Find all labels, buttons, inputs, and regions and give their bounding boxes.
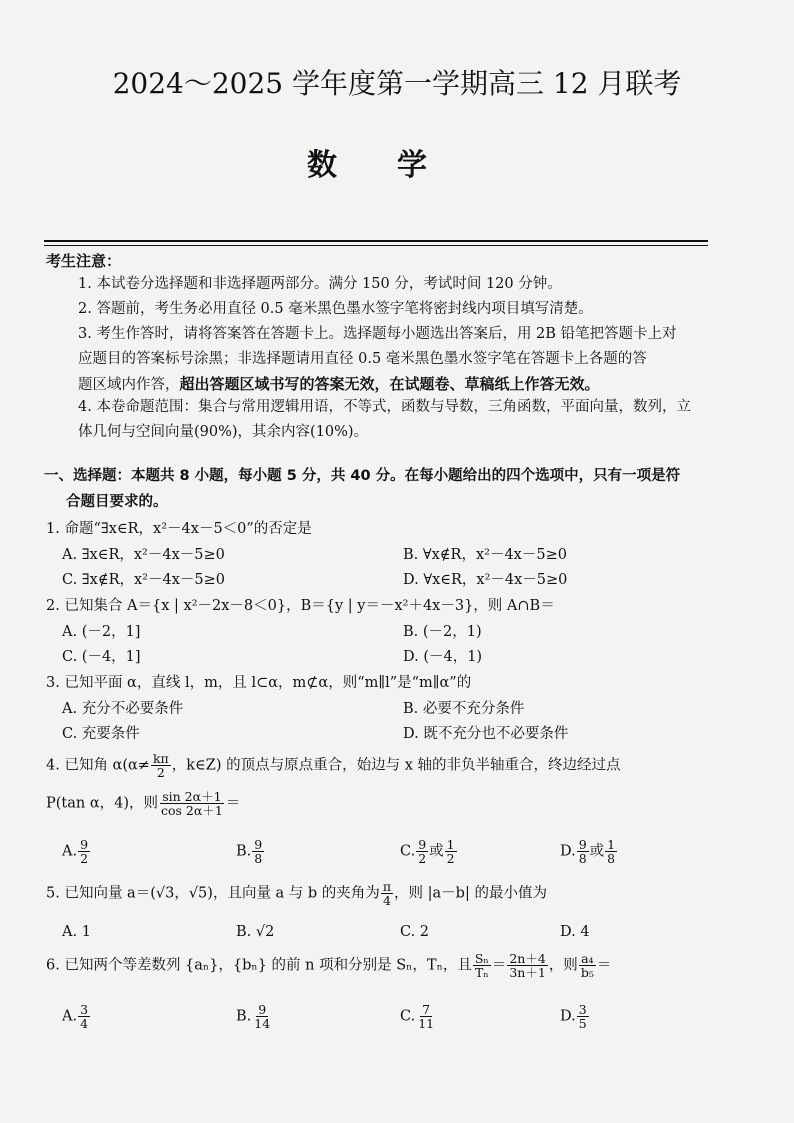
question-6-option-a-denominator: 4	[80, 1016, 89, 1031]
question-4-stem-d: ＝	[225, 795, 241, 812]
exam-title: 2024～2025 学年度第一学期高三 12 月联考	[112, 67, 682, 100]
question-4-option-b[interactable]	[236, 838, 265, 865]
question-4-stem-line-2	[46, 790, 240, 817]
question-4-option-b-denominator: 8	[254, 851, 263, 866]
question-6-option-a-numerator: 3	[80, 1002, 89, 1017]
question-4-expression-fraction	[159, 790, 225, 817]
question-4-option-d-numerator-2: 1	[607, 837, 616, 852]
question-3-stem: 3. 已知平面 α，直线 l，m，且 l⊂α，m⊄α，则“m∥l”是“m∥α”的	[46, 675, 472, 691]
question-3-option-b[interactable]: B. 必要不充分条件	[403, 701, 525, 717]
question-5-stem	[46, 880, 547, 907]
section-heading-line-2: 合题目要求的。	[66, 494, 168, 510]
question-4-stem-line-1	[46, 752, 621, 779]
question-4-option-d-label: D.	[560, 843, 576, 860]
question-6-value-fraction	[507, 952, 547, 979]
question-6-option-b[interactable]	[236, 1003, 273, 1030]
question-6-ratio-denominator: Tₙ	[474, 965, 489, 980]
question-5-stem-b: ，则 |a－b| 的最小值为	[394, 885, 547, 902]
question-4-option-d-or: 或	[589, 843, 605, 860]
question-6-option-d-label: D.	[560, 1008, 576, 1025]
question-5-angle-fraction	[381, 880, 393, 907]
question-3-option-d[interactable]: D. 既不充分也不必要条件	[403, 726, 569, 742]
section-heading	[44, 463, 724, 515]
question-4-option-d-denominator-2: 8	[607, 851, 616, 866]
question-5-option-c[interactable]: C. 2	[400, 924, 430, 940]
notice-item-3-line-2: 应题目的答案标号涂黑；非选择题请用直径 0.5 毫米黑色墨水签字笔在答题卡上各题的答	[78, 351, 647, 367]
question-6-option-d-denominator: 5	[578, 1016, 587, 1031]
question-6-ratio-numerator: Sₙ	[474, 951, 489, 966]
question-4-option-a-fraction	[78, 838, 90, 865]
question-3-option-c[interactable]: C. 充要条件	[62, 726, 140, 742]
question-4-option-c-or: 或	[429, 843, 444, 860]
question-6-target-denominator: b₅	[580, 965, 594, 980]
question-6-option-a-fraction	[78, 1003, 90, 1030]
question-4-option-a-numerator: 9	[80, 837, 89, 852]
question-4-option-c-denominator-1: 2	[418, 851, 427, 866]
question-6-stem-b: ，则	[548, 957, 578, 974]
question-4-option-d-numerator-1: 9	[578, 837, 587, 852]
question-4-option-c-fraction-2	[445, 838, 457, 865]
question-5-option-d[interactable]: D. 4	[560, 924, 590, 940]
question-1-stem: 1. 命题“∃x∈R，x²－4x－5＜0”的否定是	[46, 521, 312, 537]
question-6-stem-c: ＝	[596, 957, 612, 974]
question-6-option-b-label: B.	[236, 1008, 252, 1025]
question-6-option-c-fraction	[416, 1003, 436, 1030]
question-4-option-b-numerator: 9	[254, 837, 263, 852]
question-5-option-a[interactable]: A. 1	[62, 924, 91, 940]
question-6-target-numerator: a₄	[581, 951, 594, 966]
question-6-option-b-fraction	[252, 1003, 272, 1030]
question-4-stem-b: ，k∈Z) 的顶点与原点重合，始边与 x 轴的非负半轴重合，终边经过点	[171, 757, 621, 774]
question-4-option-a[interactable]	[62, 838, 91, 865]
notice-item-3-emphasis: 超出答题区域书写的答案无效，在试题卷、草稿纸上作答无效。	[179, 375, 600, 393]
question-4-option-b-fraction	[252, 838, 264, 865]
question-6-option-d[interactable]	[560, 1003, 590, 1030]
section-heading-line-1: 一、选择题：本题共 8 小题，每小题 5 分，共 40 分。在每小题给出的四个选项中，只有一项是符	[44, 468, 681, 484]
question-4-condition-fraction	[151, 752, 171, 779]
question-4-stem-a: 4. 已知角 α(α≠	[46, 757, 150, 774]
question-4-option-a-label: A.	[62, 843, 78, 860]
question-6-stem-a: 6. 已知两个等差数列 {aₙ}，{bₙ} 的前 n 项和分别是 Sₙ，Tₙ，且	[46, 957, 472, 974]
question-5-stem-a: 5. 已知向量 a＝(√3，√5)，且向量 a 与 b 的夹角为	[46, 885, 380, 902]
question-2-option-d[interactable]: D. (－4，1)	[403, 649, 483, 665]
question-6-target-fraction	[579, 952, 596, 979]
question-2-stem: 2. 已知集合 A＝{x | x²－2x－8＜0}，B＝{y | y＝－x²＋4x－3}，则 A∩B＝	[46, 598, 555, 614]
question-6-ratio-fraction	[473, 952, 491, 979]
notice-item-2: 2. 答题前，考生务必用直径 0.5 毫米黑色墨水签字笔将密封线内项目填写清楚。	[78, 301, 593, 317]
divider-thin	[44, 245, 708, 246]
notice-item-4-line-2: 体几何与空间向量(90%)，其余内容(10%)。	[78, 424, 369, 440]
question-3-option-a[interactable]: A. 充分不必要条件	[62, 701, 184, 717]
question-6-option-c[interactable]	[400, 1003, 437, 1030]
question-2-option-c[interactable]: C. (－4，1]	[62, 649, 141, 665]
question-6-option-c-denominator: 11	[418, 1016, 435, 1031]
question-5-option-b[interactable]: B. √2	[236, 924, 275, 940]
question-6-value-denominator: 3n＋1	[509, 965, 546, 980]
notice-item-4-line-1: 4. 本卷命题范围：集合与常用逻辑用语，不等式，函数与导数，三角函数，平面向量，数列，立	[78, 399, 691, 415]
notice-item-3-line-3-text: 题区域内作答，	[78, 377, 180, 393]
question-4-option-d[interactable]	[560, 838, 618, 865]
notice-item-4	[78, 395, 718, 445]
notice-item-3-line-1: 3. 考生作答时，请将答案答在答题卡上。选择题每小题选出答案后，用 2B 铅笔把答题卡上对	[78, 326, 677, 342]
question-4-condition-numerator: kπ	[152, 751, 169, 766]
notice-item-1: 1. 本试卷分选择题和非选择题两部分。满分 150 分，考试时间 120 分钟。	[78, 276, 562, 292]
question-4-option-a-denominator: 2	[80, 851, 89, 866]
question-4-stem-c: P(tan α，4)，则	[46, 795, 159, 812]
question-4-expression-denominator: cos 2α＋1	[161, 803, 223, 818]
question-6-value-numerator: 2n＋4	[509, 951, 546, 966]
notice-heading: 考生注意：	[46, 252, 122, 270]
question-5-angle-denominator: 4	[382, 893, 391, 908]
question-6-stem	[46, 952, 611, 979]
question-6-option-a[interactable]	[62, 1003, 91, 1030]
question-6-option-b-numerator: 9	[258, 1002, 267, 1017]
question-6-option-d-numerator: 3	[578, 1002, 587, 1017]
question-1-option-a[interactable]: A. ∃x∈R，x²－4x－5≥0	[62, 547, 225, 563]
question-4-expression-numerator: sin 2α＋1	[162, 789, 222, 804]
question-6-equals: ＝	[491, 957, 507, 974]
question-4-option-c-numerator-1: 9	[418, 837, 427, 852]
question-6-option-c-numerator: 7	[422, 1002, 431, 1017]
question-6-option-d-fraction	[577, 1003, 589, 1030]
question-4-option-d-denominator-1: 8	[578, 851, 587, 866]
question-1-option-b[interactable]: B. ∀x∉R，x²－4x－5≥0	[403, 547, 567, 563]
question-4-option-c-label: C.	[400, 843, 416, 860]
question-4-option-b-label: B.	[236, 843, 252, 860]
question-2-option-a[interactable]: A. (－2，1]	[62, 624, 141, 640]
question-1-option-d[interactable]: D. ∀x∈R，x²－4x－5≥0	[403, 572, 568, 588]
divider-thick	[44, 240, 708, 242]
exam-subject: 数学	[307, 148, 487, 183]
question-4-option-c-fraction-1	[416, 838, 428, 865]
question-4-option-d-fraction-2	[605, 838, 617, 865]
question-6-option-b-denominator: 14	[254, 1016, 271, 1031]
question-2-option-b[interactable]: B. (－2，1)	[403, 624, 482, 640]
question-4-option-d-fraction-1	[577, 838, 589, 865]
question-4-condition-denominator: 2	[156, 765, 165, 780]
notice-item-3	[78, 322, 718, 398]
question-5-angle-numerator: π	[382, 879, 392, 894]
question-4-option-c-denominator-2: 2	[446, 851, 455, 866]
question-4-option-c-numerator-2: 1	[446, 837, 455, 852]
question-1-option-c[interactable]: C. ∃x∉R，x²－4x－5≥0	[62, 572, 225, 588]
question-6-option-a-label: A.	[62, 1008, 78, 1025]
question-4-option-c[interactable]	[400, 838, 458, 865]
question-6-option-c-label: C.	[400, 1008, 416, 1025]
